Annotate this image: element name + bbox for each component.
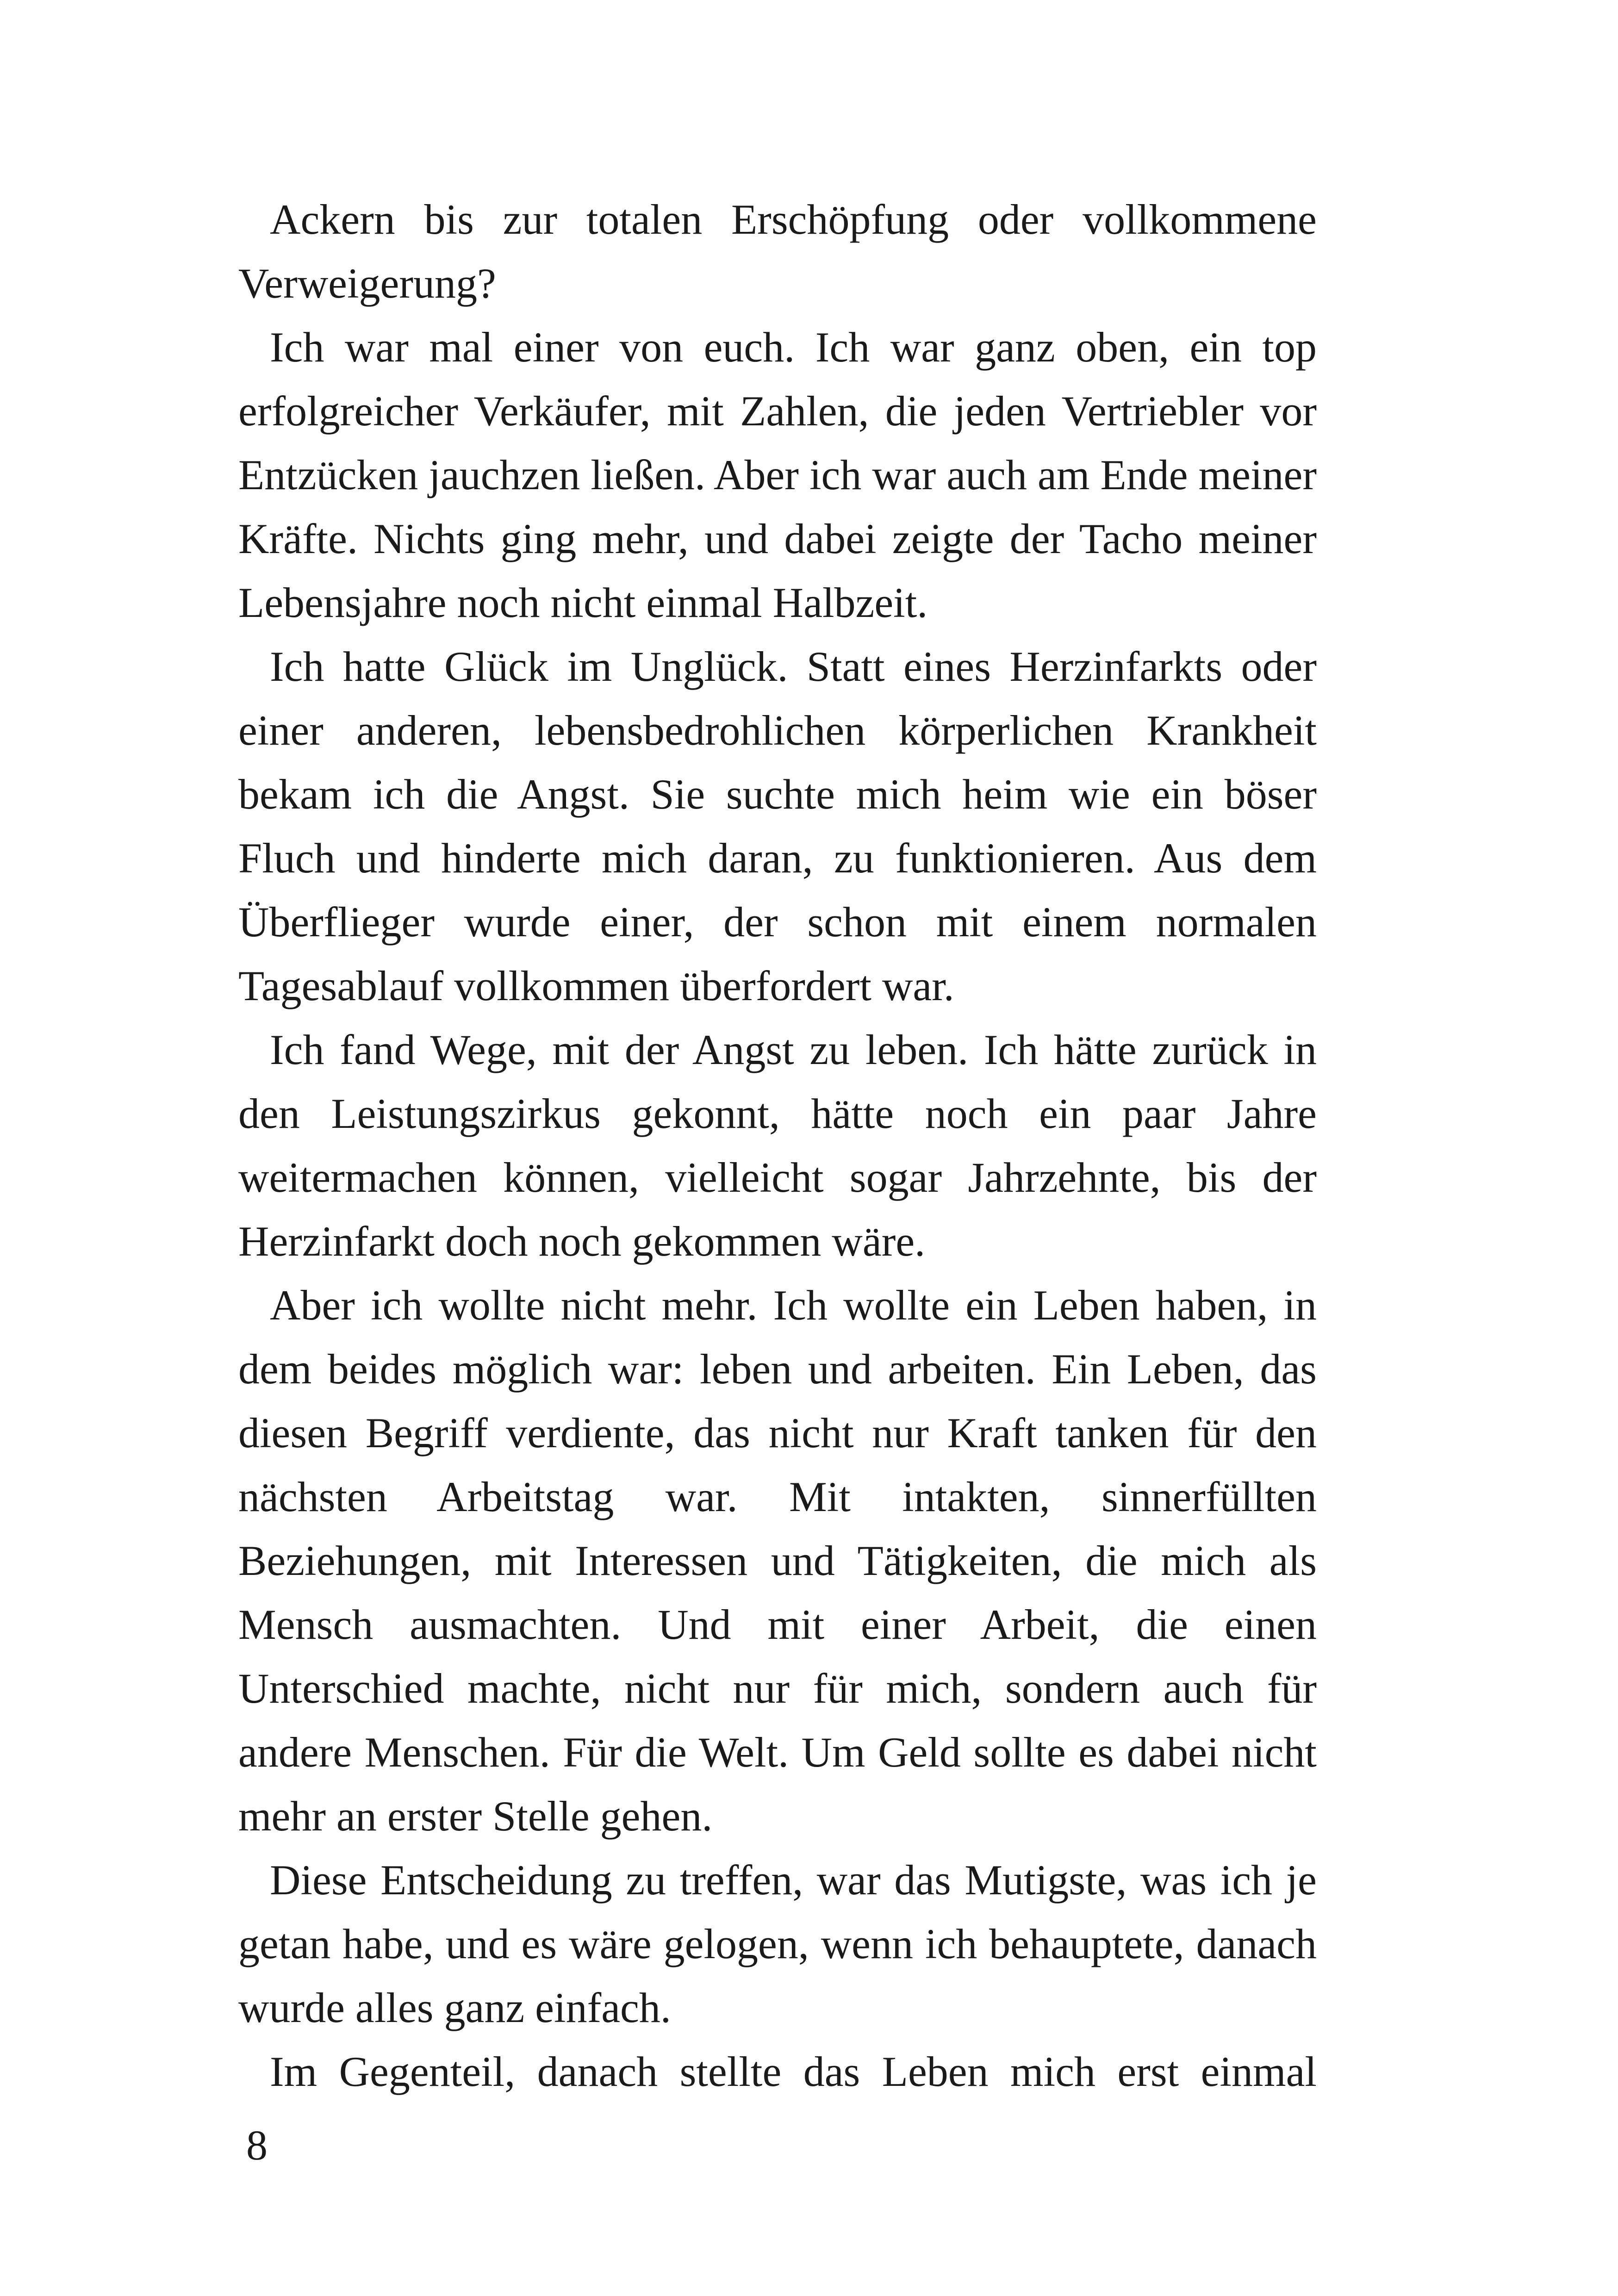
page-number: 8 — [246, 2122, 268, 2169]
paragraph-3: Ich hatte Glück im Unglück. Statt eines Herzinfarkts oder einer anderen, lebensbedrohlichen körperlichen Krankheit bekam ich die Angst. Sie suchte mich heim wie ein böser Fluch und hinderte mich daran, zu funktionieren. Aus dem Überflieger wurde einer, der schon mit einem normalen Tagesablauf vollkommen überfordert war. — [238, 643, 1317, 1009]
paragraph-5: Aber ich wollte nicht mehr. Ich wollte ein Leben haben, in dem beides möglich war: leben und arbeiten. Ein Leben, das diesen Begriff verdiente, das nicht nur Kraft tanken für den nächsten Arbeitstag war. Mit intakten, sinnerfüllten Beziehungen, mit Interessen und Tätigkeiten, die mich als Mensch ausmachten. Und mit einer Arbeit, die einen Unterschied machte, nicht nur für mich, sondern auch für andere Menschen. Für die Welt. Um Geld sollte es dabei nicht mehr an erster Stelle gehen. — [238, 1282, 1317, 1840]
paragraph-4: Ich fand Wege, mit der Angst zu leben. Ich hätte zurück in den Leistungszirkus gekonnt, hätte noch ein paar Jahre weitermachen können, vielleicht sogar Jahrzehnte, bis der Herzinfarkt doch noch gekommen wäre. — [238, 1026, 1317, 1265]
paragraph-2: Ich war mal einer von euch. Ich war ganz oben, ein top erfolgreicher Verkäufer, mit Zahlen, die jeden Vertriebler vor Entzücken jauchzen ließen. Aber ich war auch am Ende meiner Kräfte. Nichts ging mehr, und dabei zeigte der Tacho meiner Lebensjahre noch nicht einmal Halbzeit. — [238, 324, 1317, 626]
paragraph-6: Diese Entscheidung zu treffen, war das Mutigste, was ich je getan habe, und es wäre gelogen, wenn ich behauptete, danach wurde alles ganz einfach. — [238, 1856, 1317, 2031]
paragraph-1: Ackern bis zur totalen Erschöpfung oder vollkommene Verweigerung? — [238, 196, 1317, 307]
paragraph-7: Im Gegenteil, danach stellte das Leben mich erst einmal — [270, 2048, 1317, 2095]
body-text — [238, 187, 1317, 2103]
